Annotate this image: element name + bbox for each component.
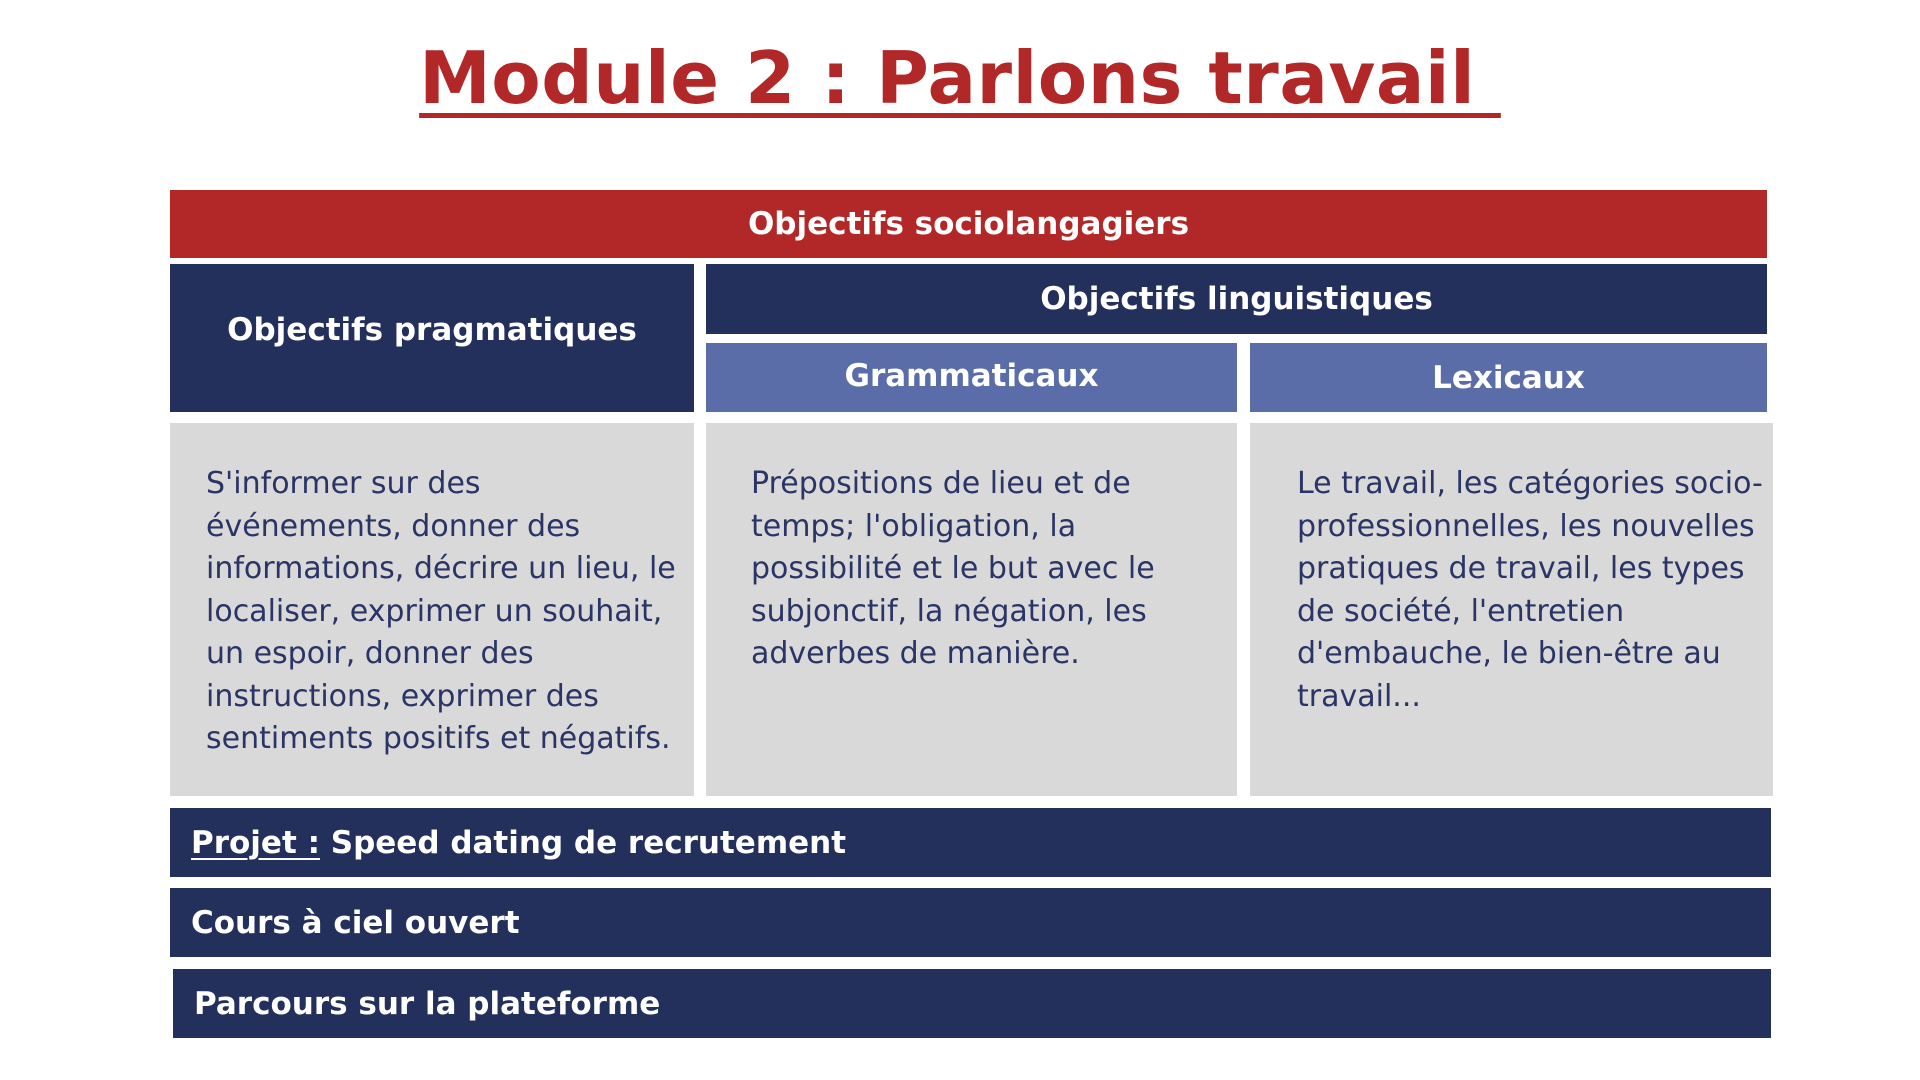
bar-projet [170,808,1771,877]
header-objectifs-linguistiques [706,264,1767,334]
cours-label: Cours à ciel ouvert [191,904,520,941]
bar-cours [170,888,1771,957]
content-pragmatiques [170,423,694,796]
header-objectifs-linguistiques-label: Objectifs linguistiques [1040,281,1433,317]
bar-parcours [173,969,1771,1038]
content-lexicaux-text: Le travail, les catégories socio-professionnelles, les nouvelles pratiques de travail, les types de société, l'entretien d'embauche, le bien-être au travail... [1297,466,1763,714]
projet-text: Speed dating de recrutement [330,824,847,861]
projet-gap [320,825,331,861]
projet-label: Projet : [191,824,320,861]
page-title: Module 2 : Parlons travail [419,36,1501,120]
header-objectifs-sociolangagiers-label: Objectifs sociolangagiers [747,206,1190,242]
content-grammaticaux [706,423,1237,796]
content-lexicaux [1250,423,1773,796]
header-objectifs-pragmatiques-label: Objectifs pragmatiques [227,312,637,348]
content-grammaticaux-text: Prépositions de lieu et de temps; l'obligation, la possibilité et le but avec le subjonctif, la négation, les adverbes de manière. [751,466,1155,671]
content-pragmatiques-text: S'informer sur des événements, donner des informations, décrire un lieu, le localiser, exprimer un souhait, un espoir, donner des instructions, exprimer des sentiments positifs et négatifs. [206,466,676,756]
header-grammaticaux [706,343,1237,412]
header-lexicaux [1250,343,1767,412]
header-objectifs-pragmatiques [170,264,694,412]
header-grammaticaux-label: Grammaticaux [844,357,1099,394]
header-objectifs-sociolangagiers [170,190,1767,258]
header-lexicaux-label: Lexicaux [1432,359,1585,396]
parcours-label: Parcours sur la plateforme [194,985,661,1022]
